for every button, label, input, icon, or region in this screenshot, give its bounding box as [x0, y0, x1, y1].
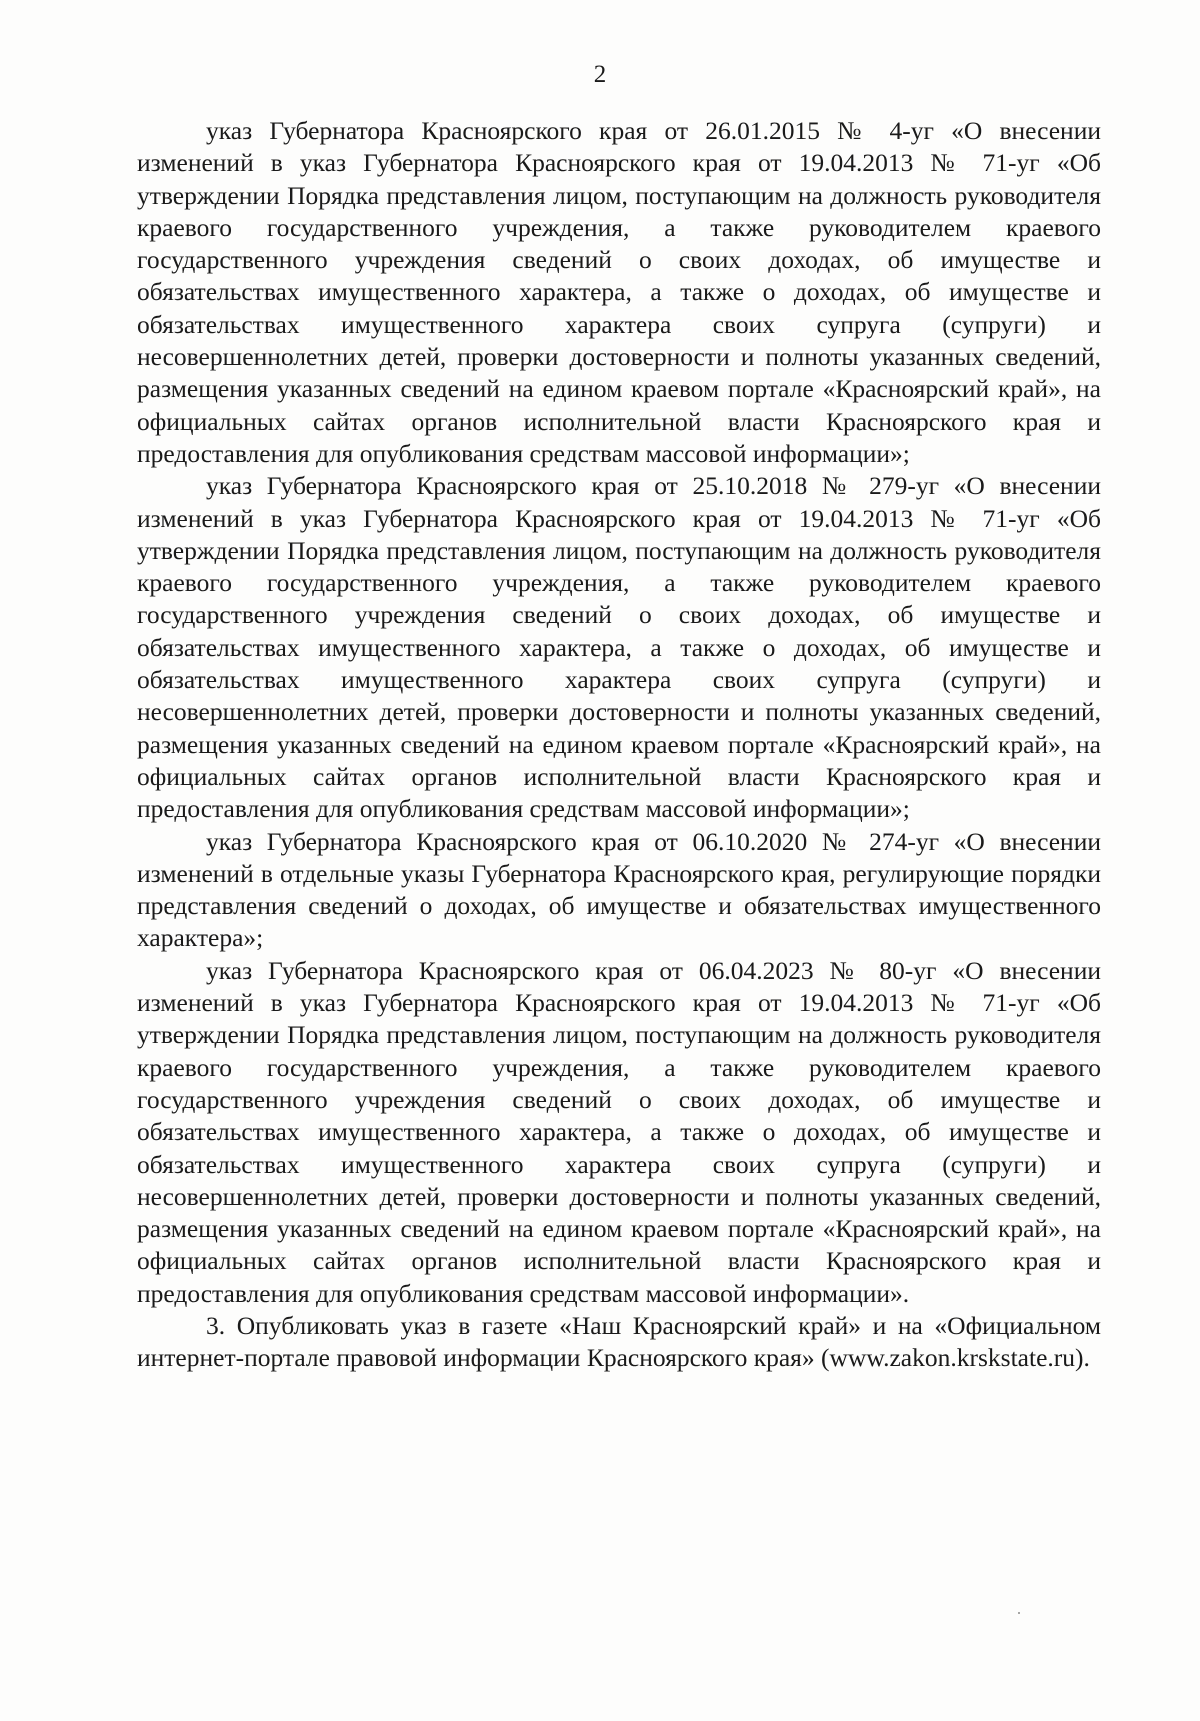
- paragraph-decree-2023: указ Губернатора Красноярского края от 06.04.2023 № 80-уг «О внесении изменений в указ Губернатора Красноярского края от 19.04.2013 № 71-уг «Об утверждении Порядка представления лицом, поступающим на должность руководителя краевого государственного учреждения, а также руководителем краевого государственного учреждения сведений о своих доходах, об имуществе и обязательствах имущественного характера, а также о доходах, об имуществе и обязательствах имущественного характера своих супруга (супруги) и несовершеннолетних детей, проверки достоверности и полноты указанных сведений, размещения указанных сведений на едином краевом портале «Красноярский край», на официальных сайтах органов исполнительной власти Красноярского края и предоставления для опубликования средствам массовой информации».: [137, 955, 1101, 1308]
- page-number: 2: [593, 61, 607, 88]
- paragraph-decree-2020: указ Губернатора Красноярского края от 06.10.2020 № 274-уг «О внесении изменений в отдельные указы Губернатора Красноярского края, регулирующие порядки представления сведений о доходах, об имуществе и обязательствах имущественного характера»;: [137, 826, 1101, 953]
- paragraph-decree-2015: указ Губернатора Красноярского края от 26.01.2015 № 4-уг «О внесении изменений в указ Губернатора Красноярского края от 19.04.2013 № 71-уг «Об утверждении Порядка представления лицом, поступающим на должность руководителя краевого государственного учреждения, а также руководителем краевого государственного учреждения сведений о своих доходах, об имуществе и обязательствах имущественного характера, а также о доходах, об имуществе и обязательствах имущественного характера своих супруга (супруги) и несовершеннолетних детей, проверки достоверности и полноты указанных сведений, размещения указанных сведений на едином краевом портале «Красноярский край», на официальных сайтах органов исполнительной власти Красноярского края и предоставления для опубликования средствам массовой информации»;: [137, 116, 1101, 468]
- paragraph-publication-clause: 3. Опубликовать указ в газете «Наш Красноярский край» и на «Официальном интернет-портале правовой информации Красноярского края» (www.zakon.krskstate.ru).: [137, 1310, 1101, 1373]
- scan-speck: [1018, 1612, 1020, 1614]
- document-body: [137, 115, 1101, 1375]
- paragraph-decree-2018: указ Губернатора Красноярского края от 25.10.2018 № 279-уг «О внесении изменений в указ Губернатора Красноярского края от 19.04.2013 № 71-уг «Об утверждении Порядка представления лицом, поступающим на должность руководителя краевого государственного учреждения, а также руководителем краевого государственного учреждения сведений о своих доходах, об имуществе и обязательствах имущественного характера, а также о доходах, об имуществе и обязательствах имущественного характера своих супруга (супруги) и несовершеннолетних детей, проверки достоверности и полноты указанных сведений, размещения указанных сведений на едином краевом портале «Красноярский край», на официальных сайтах органов исполнительной власти Красноярского края и предоставления для опубликования средствам массовой информации»;: [137, 471, 1101, 824]
